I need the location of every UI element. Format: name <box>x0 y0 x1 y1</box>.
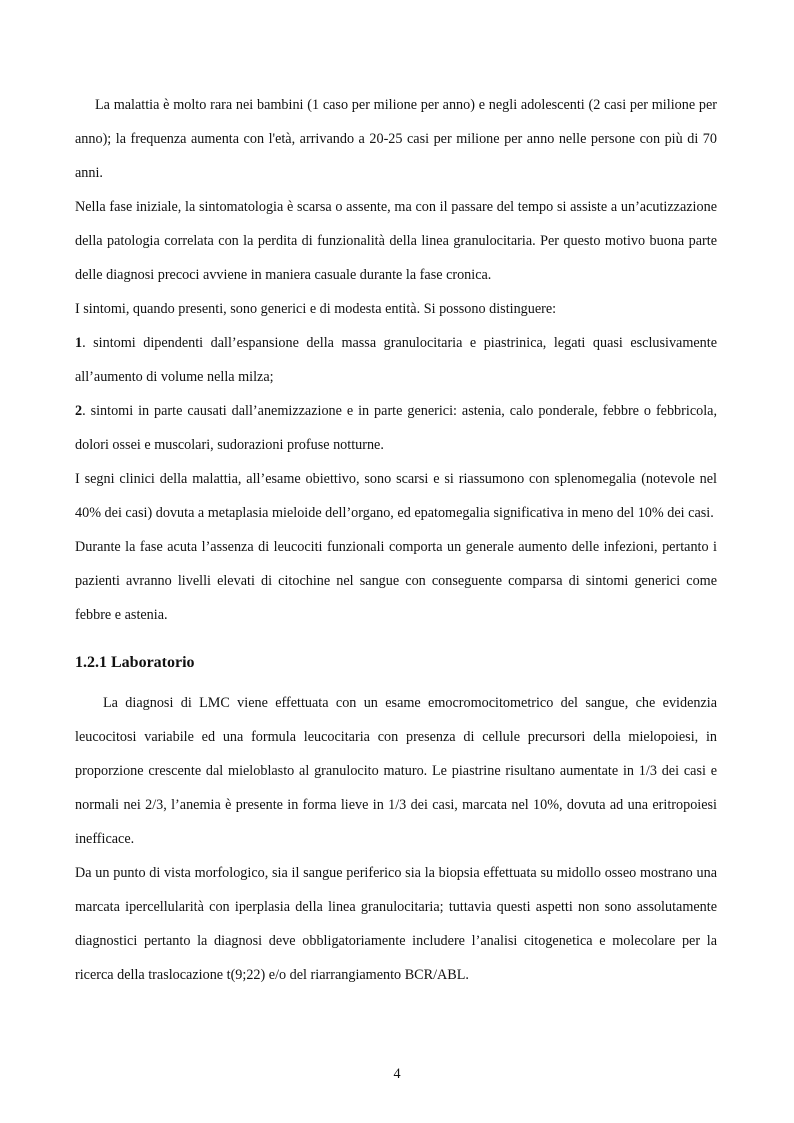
symptom-item-1-number: 1 <box>75 335 83 351</box>
paragraph-clinical-signs: I segni clinici della malattia, all’esame obiettivo, sono scarsi e si riassumono con splenomegalia (notevole nel 40% dei casi) dovuta a metaplasia mieloide dell’organo, ed epatomegalia significativa in meno del 10% dei casi. <box>75 471 717 521</box>
symptom-item-2-number: 2 <box>75 403 83 419</box>
symptom-item-1 <box>75 326 717 394</box>
symptom-item-2 <box>75 394 717 462</box>
paragraph-morphology: Da un punto di vista morfologico, sia il sangue periferico sia la biopsia effettuata su midollo osseo mostrano una marcata ipercellularità con iperplasia della linea granulocitaria; tuttavia questi aspetti non sono assolutamente diagnostici pertanto la diagnosi deve obbligatoriamente includere l’analisi citogenetica e molecolare per la ricerca della traslocazione t(9;22) e/o del riarrangiamento BCR/ABL. <box>75 865 717 983</box>
paragraph-incidence: La malattia è molto rara nei bambini (1 caso per milione per anno) e negli adolescenti (2 casi per milione per anno); la frequenza aumenta con l'età, arrivando a 20-25 casi per milione per anno nelle persone con più di 70 anni. <box>75 97 717 181</box>
paragraph-acute-phase: Durante la fase acuta l’assenza di leucociti funzionali comporta un generale aumento delle infezioni, pertanto i pazienti avranno livelli elevati di citochine nel sangue con conseguente comparsa di sintomi generici come febbre e astenia. <box>75 539 717 623</box>
section-title: 1.2.1 Laboratorio <box>75 654 195 671</box>
symptom-item-1-text: . sintomi dipendenti dall’espansione della massa granulocitaria e piastrinica, legati quasi esclusivamente all’aumento di volume nella milza; <box>75 335 717 385</box>
page-number: 4 <box>393 1066 401 1082</box>
paragraph-diagnosis: La diagnosi di LMC viene effettuata con un esame emocromocitometrico del sangue, che evidenzia leucocitosi variabile ed una formula leucocitaria con presenza di cellule precursori della mielopoiesi, in proporzione crescente dal mieloblasto al granulocito maturo. Le piastrine risultano aumentate in 1/3 dei casi e normali nei 2/3, l’anemia è presente in forma lieve in 1/3 dei casi, marcata nel 10%, dovuta ad una eritropoiesi inefficace. <box>75 695 717 847</box>
paragraph-symptoms-intro: I sintomi, quando presenti, sono generici e di modesta entità. Si possono distinguere: <box>75 301 557 317</box>
page-body <box>75 88 717 992</box>
paragraph-initial-phase: Nella fase iniziale, la sintomatologia è scarsa o assente, ma con il passare del tempo si assiste a un’acutizzazione della patologia correlata con la perdita di funzionalità della linea granulocitaria. Per questo motivo buona parte delle diagnosi precoci avviene in maniera casuale durante la fase cronica. <box>75 199 717 283</box>
symptom-item-2-text: . sintomi in parte causati dall’anemizzazione e in parte generici: astenia, calo ponderale, febbre o febbricola, dolori ossei e muscolari, sudorazioni profuse notturne. <box>75 403 717 453</box>
